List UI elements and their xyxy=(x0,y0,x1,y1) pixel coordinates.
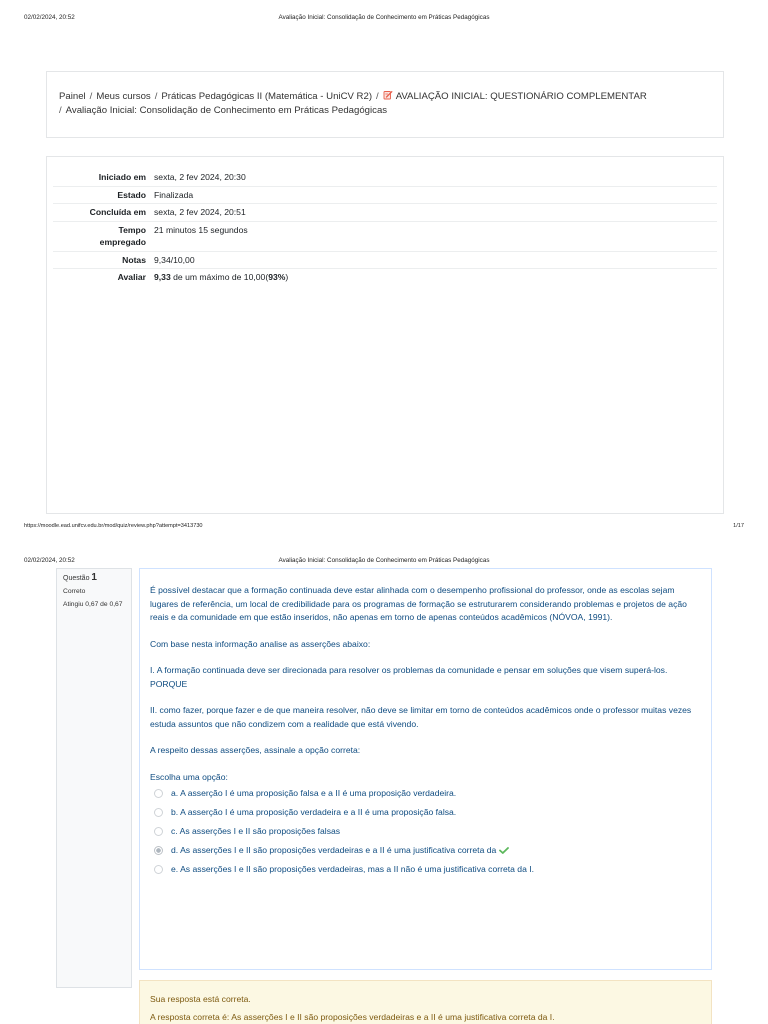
summary-row-completed xyxy=(53,204,717,222)
answer-options xyxy=(150,784,701,879)
feedback-correct-answer: A resposta correta é: As asserções I e II são proposições verdadeiras e a II é uma justificativa correta da I. xyxy=(150,1012,555,1022)
radio-button[interactable] xyxy=(154,827,163,836)
print-url: https://moodle.ead.unifcv.edu.br/mod/quiz/review.php?attempt=3413730 xyxy=(24,523,203,529)
breadcrumb xyxy=(46,71,724,138)
summary-value: 21 minutos 15 segundos xyxy=(154,224,248,235)
print-page-number: 1/17 xyxy=(733,523,744,529)
summary-row-marks xyxy=(53,251,717,269)
feedback-result: Sua resposta está correta. xyxy=(150,994,251,1004)
breadcrumb-separator: / xyxy=(376,91,379,102)
print-header xyxy=(24,14,744,26)
question-mark: Atingiu 0,67 de 0,67 xyxy=(63,601,123,608)
answer-option-label: a. A asserção I é uma proposição falsa e a II é uma proposição verdadeira. xyxy=(171,787,457,798)
question-state: Correto xyxy=(63,588,86,595)
radio-button[interactable] xyxy=(154,789,163,798)
assertion-one: I. A formação continuada deve ser direcionada para resolver os problemas da comunidade e pensar em soluções que visem superá-los. xyxy=(150,665,668,675)
answer-option-label: b. A asserção I é uma proposição verdadeira e a II é uma proposição falsa. xyxy=(171,806,457,817)
breadcrumb-item-course[interactable]: Práticas Pedagógicas II (Matemática - UniCV R2) xyxy=(161,91,373,102)
summary-grade-value xyxy=(150,269,717,286)
summary-row-grade xyxy=(53,269,717,286)
answer-option-e[interactable] xyxy=(150,860,701,879)
summary-value: sexta, 2 fev 2024, 20:30 xyxy=(154,172,246,182)
radio-button-selected[interactable] xyxy=(154,846,163,855)
answer-option-label: c. As asserções I e II são proposições falsas xyxy=(171,825,341,836)
breadcrumb-item-meus-cursos[interactable]: Meus cursos xyxy=(96,91,151,102)
summary-row-started xyxy=(53,169,717,186)
grade-middle: de um máximo de 10,00( xyxy=(170,272,269,282)
answer-option-a[interactable] xyxy=(150,784,701,803)
question-number: Questão 1 xyxy=(63,572,97,583)
print-title: Avaliação Inicial: Consolidação de Conhecimento em Práticas Pedagógicas xyxy=(278,14,490,21)
answer-prompt: Escolha uma opção: xyxy=(150,771,228,782)
question-text: Com base nesta informação analise as asserções abaixo: xyxy=(150,638,371,649)
grade-score: 9,33 xyxy=(154,272,171,282)
summary-value: 9,34/10,00 xyxy=(154,254,195,265)
breadcrumb-separator: / xyxy=(59,105,62,116)
summary-row-state xyxy=(53,186,717,204)
assertion-two: II. como fazer, porque fazer e de que maneira resolver, não deve se limitar em torno de conteúdos acadêmicos onde o professor muitas vezes estuda assuntos que não condizem com a realidade que está vivendo. xyxy=(150,705,692,729)
breadcrumb-separator: / xyxy=(154,91,158,102)
answer-option-d[interactable] xyxy=(150,841,701,860)
answer-option-b[interactable] xyxy=(150,803,701,822)
radio-button[interactable] xyxy=(154,808,163,817)
quiz-icon xyxy=(383,90,393,100)
summary-label: Estado xyxy=(117,189,146,200)
print-datetime: 02/02/2024, 20:52 xyxy=(24,557,75,564)
breadcrumb-item-painel[interactable]: Painel xyxy=(59,91,86,102)
summary-label: Tempo empregado xyxy=(99,224,146,247)
breadcrumb-item-current: Avaliação Inicial: Consolidação de Conhecimento em Práticas Pedagógicas xyxy=(65,105,388,116)
summary-label: Iniciado em xyxy=(98,172,146,182)
correct-check-icon xyxy=(499,847,509,854)
summary-value: Finalizada xyxy=(154,189,194,200)
print-title: Avaliação Inicial: Consolidação de Conhecimento em Práticas Pedagógicas xyxy=(278,557,490,564)
assertion-connector: PORQUE xyxy=(150,678,188,689)
question-content xyxy=(139,568,712,970)
grade-percent: 93% xyxy=(268,272,286,282)
summary-label: Notas xyxy=(122,254,146,265)
summary-row-time-taken xyxy=(53,221,717,251)
answer-option-label: e. As asserções I e II são proposições verdadeiras, mas a II não é uma justificativa correta da I. xyxy=(171,863,535,874)
breadcrumb-item-quiz[interactable] xyxy=(383,91,647,102)
answer-feedback xyxy=(139,980,712,1024)
summary-value: sexta, 2 fev 2024, 20:51 xyxy=(154,207,246,217)
summary-label: Concluída em xyxy=(89,207,146,217)
summary-label: Avaliar xyxy=(117,272,146,282)
breadcrumb-item-quiz-label: AVALIAÇÃO INICIAL: QUESTIONÁRIO COMPLEMENTAR xyxy=(395,91,647,102)
answer-option-c[interactable] xyxy=(150,822,701,841)
breadcrumb-separator: / xyxy=(89,91,93,102)
question-info xyxy=(56,568,132,988)
answer-option-label: d. As asserções I e II são proposições verdadeiras e a II é uma justificativa correta da xyxy=(171,844,497,855)
attempt-summary xyxy=(46,156,724,514)
question-instruction: A respeito dessas asserções, assinale a opção correta: xyxy=(150,745,361,755)
summary-table xyxy=(53,169,717,286)
print-datetime: 02/02/2024, 20:52 xyxy=(24,14,75,21)
question-text: É possível destacar que a formação continuada deve estar alinhada com o desempenho profissional do professor, onde as escolas sejam lugares de referência, um local de credibilidade para os programas de formação se estruturarem considerando problemas e projetos de ação reais e da comunidade em que estão inseridos, não apenas em torno de apenas conteúdos acadêmicos (NÓVOA, 1991). xyxy=(150,585,687,622)
grade-end: ) xyxy=(285,272,289,282)
radio-button[interactable] xyxy=(154,865,163,874)
